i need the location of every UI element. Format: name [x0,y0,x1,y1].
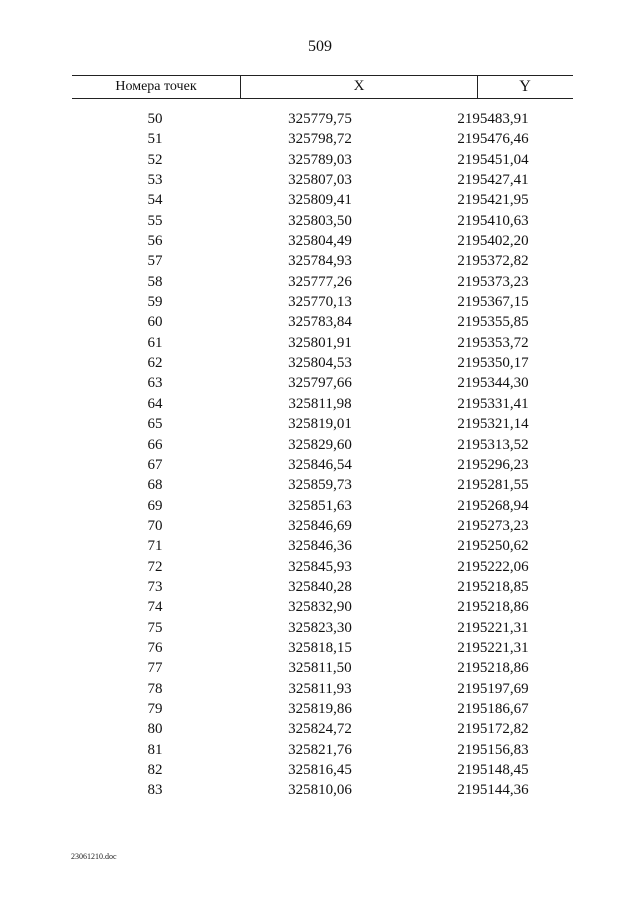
x-coordinate-cell: 325811,98 [288,395,352,412]
x-coordinate-cell: 325804,49 [288,233,352,250]
table-row [0,414,640,434]
y-coordinate-cell: 2195367,15 [457,294,529,311]
point-number-cell: 71 [147,538,163,555]
point-number-cell: 73 [147,578,163,595]
y-coordinate-cell: 2195350,17 [457,355,529,372]
table-row [0,231,640,251]
point-number-cell: 69 [147,497,163,514]
point-number-cell: 75 [147,619,163,636]
y-coordinate-cell: 2195221,31 [457,639,529,656]
y-coordinate-cell: 2195218,86 [457,599,529,616]
table-row [0,740,640,760]
table-row [0,699,640,719]
header-y: Y [519,78,531,95]
document-filename: 23061210.doc [71,852,117,861]
table-row [0,597,640,617]
table-row [0,251,640,271]
table-row [0,516,640,536]
point-number-cell: 77 [147,660,163,677]
x-coordinate-cell: 325797,66 [288,375,352,392]
x-coordinate-cell: 325779,75 [288,111,352,127]
point-number-cell: 81 [147,741,163,758]
table-row [0,292,640,312]
table-row [0,536,640,556]
point-number-cell: 68 [147,477,163,494]
header-x: X [240,76,478,98]
x-coordinate-cell: 325829,60 [288,436,352,453]
header-point-numbers: Номера точек [115,79,197,94]
y-coordinate-cell: 2195344,30 [457,375,529,392]
point-number-cell: 65 [147,416,163,433]
table-row [0,170,640,190]
x-coordinate-cell: 325809,41 [288,192,352,209]
y-coordinate-cell: 2195331,41 [457,395,529,412]
y-coordinate-cell: 2195268,94 [457,497,529,514]
point-number-cell: 74 [147,599,163,616]
y-coordinate-cell: 2195321,14 [457,416,529,433]
table-row [0,455,640,475]
y-coordinate-cell: 2195353,72 [457,334,529,351]
point-number-cell: 51 [147,131,163,148]
x-coordinate-cell: 325811,50 [288,660,352,677]
y-coordinate-cell: 2195355,85 [457,314,529,331]
table-row [0,557,640,577]
y-coordinate-cell: 2195218,85 [457,578,529,595]
y-coordinate-cell: 2195144,36 [457,782,529,799]
table-row [0,211,640,231]
x-coordinate-cell: 325789,03 [288,151,352,168]
table-row [0,658,640,678]
point-number-cell: 66 [147,436,163,453]
x-coordinate-cell: 325803,50 [288,212,352,229]
x-coordinate-cell: 325821,76 [288,741,352,758]
y-coordinate-cell: 2195186,67 [457,700,529,717]
point-number-cell: 80 [147,721,163,738]
point-number-cell: 79 [147,700,163,717]
point-number-cell: 62 [147,355,163,372]
point-number-cell: 58 [147,273,163,290]
table-row [0,577,640,597]
table-row [0,618,640,638]
table-row [0,272,640,292]
x-coordinate-cell: 325846,69 [288,517,352,534]
x-coordinate-cell: 325807,03 [288,172,352,189]
table-row [0,353,640,373]
page-number: 509 [308,38,332,55]
y-coordinate-cell: 2195197,69 [457,680,529,697]
coordinates-table-body [0,109,640,801]
x-coordinate-cell: 325819,86 [288,700,352,717]
point-number-cell: 50 [147,111,163,127]
y-coordinate-cell: 2195172,82 [457,721,529,738]
table-row [0,638,640,658]
point-number-cell: 64 [147,395,163,412]
y-coordinate-cell: 2195156,83 [457,741,529,758]
table-row [0,129,640,149]
y-coordinate-cell: 2195421,95 [457,192,529,209]
table-row [0,373,640,393]
x-coordinate-cell: 325783,84 [288,314,352,331]
y-coordinate-cell: 2195148,45 [457,762,529,778]
table-row [0,719,640,739]
y-coordinate-cell: 2195296,23 [457,456,529,473]
y-coordinate-cell: 2195402,20 [457,233,529,250]
x-coordinate-cell: 325846,36 [288,538,352,555]
point-number-cell: 70 [147,517,163,534]
table-row [0,496,640,516]
y-coordinate-cell: 2195427,41 [457,172,529,189]
x-coordinate-cell: 325824,72 [288,721,352,738]
x-coordinate-cell: 325784,93 [288,253,352,270]
point-number-cell: 56 [147,233,163,250]
y-coordinate-cell: 2195476,46 [457,131,529,148]
point-number-cell: 72 [147,558,163,575]
x-coordinate-cell: 325816,45 [288,762,352,778]
point-number-cell: 53 [147,172,163,189]
table-row [0,150,640,170]
y-coordinate-cell: 2195273,23 [457,517,529,534]
x-coordinate-cell: 325770,13 [288,294,352,311]
y-coordinate-cell: 2195218,86 [457,660,529,677]
x-coordinate-cell: 325804,53 [288,355,352,372]
x-coordinate-cell: 325859,73 [288,477,352,494]
point-number-cell: 63 [147,375,163,392]
x-coordinate-cell: 325798,72 [288,131,352,148]
point-number-cell: 59 [147,294,163,311]
table-row [0,190,640,210]
table-row [0,435,640,455]
table-row [0,109,640,129]
x-coordinate-cell: 325851,63 [288,497,352,514]
x-coordinate-cell: 325819,01 [288,416,352,433]
x-coordinate-cell: 325845,93 [288,558,352,575]
point-number-cell: 52 [147,151,163,168]
point-number-cell: 82 [147,762,163,778]
point-number-cell: 61 [147,334,163,351]
x-coordinate-cell: 325846,54 [288,456,352,473]
y-coordinate-cell: 2195483,91 [457,111,529,127]
table-row [0,312,640,332]
point-number-cell: 76 [147,639,163,656]
point-number-cell: 55 [147,212,163,229]
table-header [72,75,573,99]
point-number-cell: 57 [147,253,163,270]
y-coordinate-cell: 2195250,62 [457,538,529,555]
x-coordinate-cell: 325777,26 [288,273,352,290]
x-coordinate-cell: 325810,06 [288,782,352,799]
table-row [0,679,640,699]
table-row [0,394,640,414]
point-number-cell: 60 [147,314,163,331]
x-coordinate-cell: 325801,91 [288,334,352,351]
x-coordinate-cell: 325823,30 [288,619,352,636]
y-coordinate-cell: 2195372,82 [457,253,529,270]
y-coordinate-cell: 2195451,04 [457,151,529,168]
table-row [0,333,640,353]
y-coordinate-cell: 2195410,63 [457,212,529,229]
point-number-cell: 78 [147,680,163,697]
table-row [0,760,640,780]
x-coordinate-cell: 325811,93 [288,680,352,697]
point-number-cell: 67 [147,456,163,473]
y-coordinate-cell: 2195313,52 [457,436,529,453]
y-coordinate-cell: 2195281,55 [457,477,529,494]
point-number-cell: 83 [147,782,163,799]
table-row [0,780,640,800]
table-row [0,475,640,495]
point-number-cell: 54 [147,192,163,209]
y-coordinate-cell: 2195373,23 [457,273,529,290]
x-coordinate-cell: 325818,15 [288,639,352,656]
x-coordinate-cell: 325840,28 [288,578,352,595]
y-coordinate-cell: 2195222,06 [457,558,529,575]
x-coordinate-cell: 325832,90 [288,599,352,616]
y-coordinate-cell: 2195221,31 [457,619,529,636]
